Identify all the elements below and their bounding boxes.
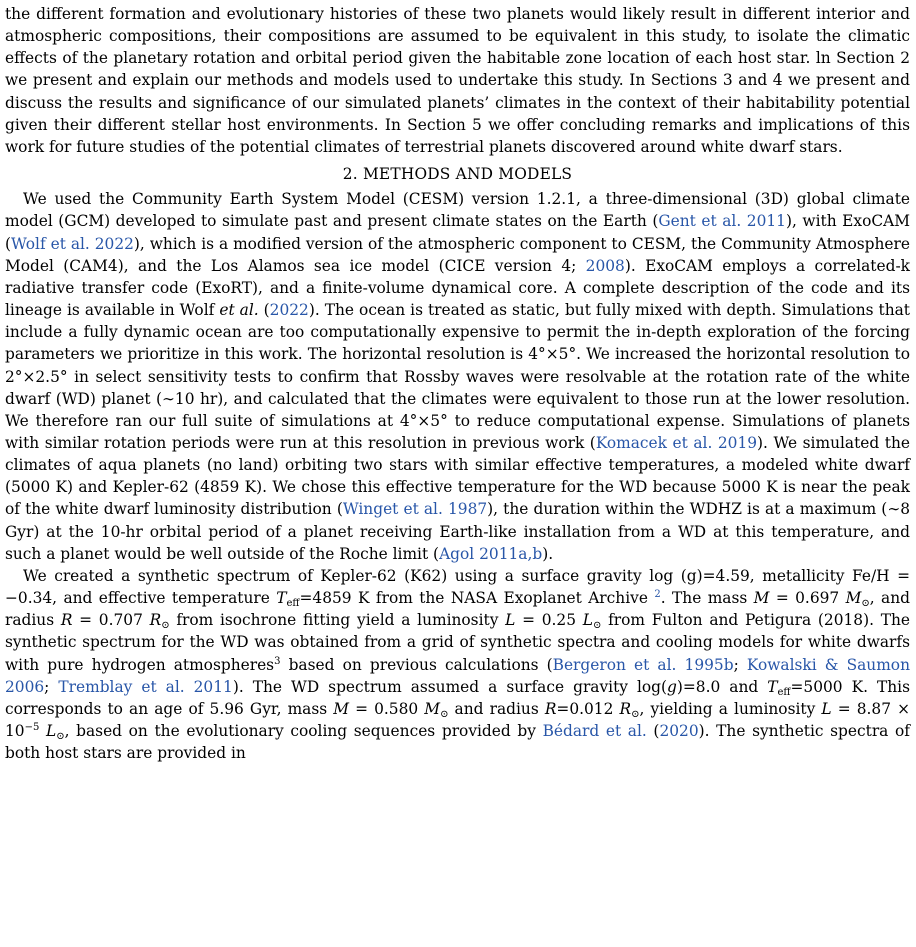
text: and radius (448, 699, 545, 718)
text: from isochrone fitting yield a luminosity (169, 611, 506, 630)
citation-link[interactable]: Agol 2011a,b (439, 544, 543, 563)
text: ). We simulated the climates of aqua planets (no land) orbiting two stars with similar effective temperatures, a modeled white dwarf (5000 K) and Kepler-62 (4859 K). We chose this effective temperature for the WD because 5000 K is near the peak of the white dwarf luminosity distribution ( (5, 433, 910, 519)
text: We used the Community Earth System Model (CESM) version 1.2.1, a three-dimensional (3D) global climate model (GCM) developed to simulate past and present climate states on the Earth ( (5, 190, 910, 231)
math-subscript: ⊙ (631, 708, 640, 720)
text: ). The WD spectrum assumed a surface gravity log( (232, 677, 668, 696)
text: , and radius (5, 589, 910, 630)
text: )=8.0 and (676, 677, 768, 696)
text (39, 722, 46, 740)
text: ), the duration within the WDHZ is at a maximum (∼8 Gyr) at the 10-hr orbital period of a planet receiving Earth-like installation from a WD at this temperature, and such a planet would be well outside of the Roche limit ( (5, 500, 911, 563)
math-subscript: eff (777, 686, 791, 698)
footnote-mark[interactable]: 3 (274, 655, 281, 667)
text: ), with ExoCAM ( (5, 212, 910, 253)
text: = 0.580 (349, 699, 425, 718)
math-symbol: R (149, 611, 162, 630)
text: based on previous calculations ( (280, 655, 553, 674)
math-symbol: M (424, 699, 441, 718)
text: ). The ocean is treated as static, but fully mixed with depth. Simulations that include a fully dynamic ocean are too computationally expensive to permit the in-depth exploration of the forcing parameters we prioritize in this work. The horizontal resolution is 4°×5°. We increased the horizontal resolution to 2°×2.5° in select sensitivity tests to confirm that Rossby waves were resolvable at the rotation rate of the white dwarf (WD) planet (∼10 hr), and calculated that the climates were equivalent to those run at the lower resolution. We therefore ran our full suite of simulations at 4°×5° to reduce computational expense. Simulations of planets with similar rotation periods were run at this resolution in previous work ( (5, 301, 910, 452)
math-symbol: M (845, 589, 862, 608)
intro-paragraph-end: the different formation and evolutionary histories of these two planets would likely result in different interior and atmospheric compositions, their compositions are assumed to be equivalent in this study, to isolate the climatic effects of the planetary rotation and orbital period given the habitable zone location of each host star. ln Section 2 we present and explain our methods and models used to undertake this study. In Sections 3 and 4 we present and discuss the results and significance of our simulated planets’ climates in the context of their habitability potential given their different stellar host environments. In Section 5 we offer concluding remarks and implications of this work for future studies of the potential climates of terrestrial planets discovered around white dwarf stars. (5, 5, 910, 156)
citation-link[interactable]: Winget et al. 1987 (342, 500, 488, 519)
math-exponent: −5 (24, 722, 40, 733)
text: =5000 K. This corresponds to an age of 5.96 Gyr, mass (5, 677, 910, 718)
text: , yielding a luminosity (639, 699, 822, 718)
math-symbol: M (333, 699, 350, 718)
section-heading: 2. METHODS AND MODELS (342, 165, 573, 184)
text: . The mass (660, 589, 754, 608)
citation-link[interactable]: 2008 (585, 256, 625, 275)
text: = 0.697 (769, 589, 846, 608)
text: =4859 K from the NASA Exoplanet Archive (299, 589, 655, 608)
citation-link[interactable]: 2020 (659, 722, 699, 740)
math-symbol: L (505, 611, 516, 630)
math-subscript: ⊙ (56, 731, 65, 742)
text: from Fulton and Petigura (2018). The synthetic spectrum for the WD was obtained from a grid of synthetic spectra and cooling models for white dwarfs with pure hydrogen atmospheres (5, 611, 910, 674)
math-subscript: ⊙ (861, 598, 870, 610)
math-subscript: ⊙ (440, 708, 449, 720)
text: ( (646, 722, 660, 740)
math-symbol: L (821, 699, 832, 718)
math-symbol: g (667, 677, 677, 696)
italic-text: et al. (219, 301, 259, 320)
math-symbol: T (767, 677, 778, 696)
citation-link[interactable]: Bédard et al. (542, 722, 647, 740)
citation-link[interactable]: Gent et al. 2011 (658, 212, 786, 231)
math-symbol: M (753, 589, 770, 608)
math-symbol: R (619, 699, 632, 718)
text: = 0.707 (72, 611, 150, 630)
text: = 0.25 (515, 611, 583, 630)
citation-link[interactable]: 2022 (269, 301, 309, 320)
text: = 8.87 × 10 (5, 699, 910, 740)
footnote-mark[interactable]: 2 (654, 589, 661, 601)
text: =0.012 (556, 699, 620, 718)
math-subscript: eff (286, 598, 300, 610)
text: ; (44, 677, 59, 696)
citation-link[interactable]: Tremblay et al. 2011 (58, 677, 233, 696)
text: ), which is a modified version of the atmospheric component to CESM, the Community Atmosphere Model (CAM4), and the Los Alamos sea ice model (CICE version 4; (5, 234, 910, 275)
text: , based on the evolutionary cooling sequences provided by (64, 722, 543, 740)
math-symbol: R (60, 611, 73, 630)
citation-link[interactable]: Wolf et al. 2022 (11, 234, 134, 253)
math-subscript: ⊙ (592, 620, 602, 632)
math-symbol: T (276, 589, 287, 608)
text: ). ExoCAM employs a correlated-k radiative transfer code (ExoRT), and a finite-volume dynamical core. A complete description of the code and its lineage is available in Wolf (5, 256, 910, 320)
math-symbol: L (45, 722, 57, 740)
text: ; (733, 655, 747, 674)
text: ). The synthetic spectra of both host stars are provided in (5, 722, 910, 763)
citation-link[interactable]: Komacek et al. 2019 (595, 433, 758, 452)
text: We created a synthetic spectrum of Kepler-62 (K62) using a surface gravity log (g)=4.59, metallicity Fe/H = −0.34, and effective temperature (5, 566, 910, 608)
math-symbol: L (582, 611, 593, 630)
text: ( (258, 301, 270, 320)
math-symbol: R (544, 699, 557, 718)
math-subscript: ⊙ (161, 620, 170, 632)
methods-paragraph-2 (5, 565, 910, 764)
citation-link[interactable]: Kowalski & Saumon 2006 (5, 655, 910, 696)
text: ). (542, 544, 554, 563)
citation-link[interactable]: Bergeron et al. 1995b (552, 655, 734, 674)
methods-paragraph-1 (5, 188, 910, 565)
